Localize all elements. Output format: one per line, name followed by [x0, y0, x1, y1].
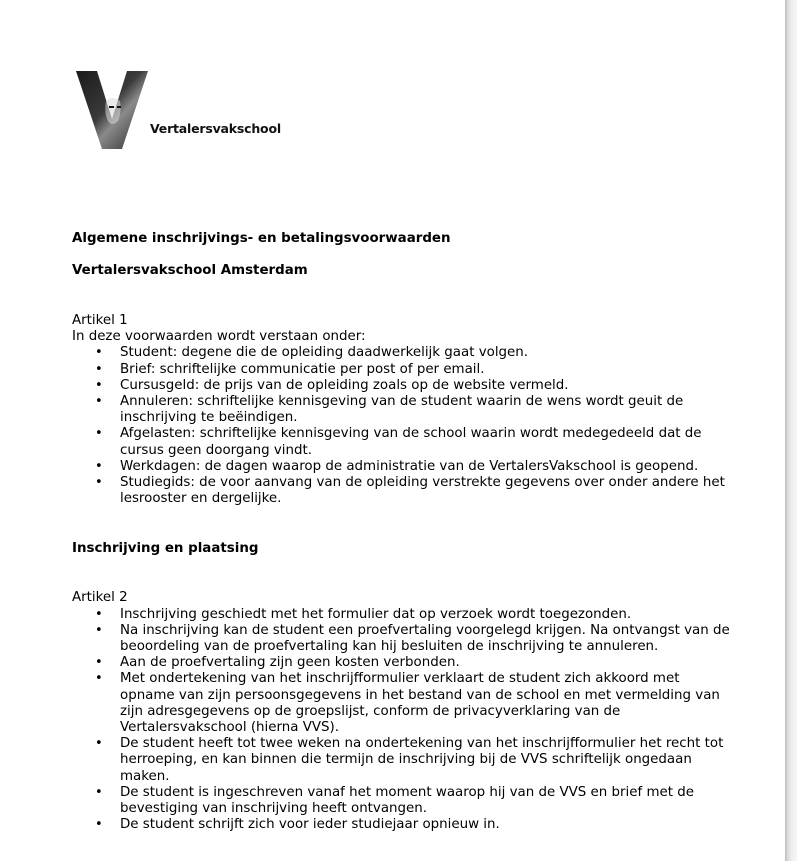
article-2-list: [72, 607, 732, 834]
list-item: • De student schrijft zich voor ieder studiejaar opnieuw in.: [120, 817, 732, 833]
document-title: Algemene inschrijvings- en betalingsvoorwaarden: [72, 231, 451, 246]
document-subtitle: Vertalersvakschool Amsterdam: [72, 263, 308, 278]
list-item: • Cursusgeld: de prijs van de opleiding zoals op de website vermeld.: [120, 378, 732, 394]
list-item: • Annuleren: schriftelijke kennisgeving van de student waarin de wens wordt geuit de inschrijving te beëindigen.: [120, 394, 732, 426]
article-1-intro: In deze voorwaarden wordt verstaan onder:: [72, 329, 366, 345]
article-2-label: Artikel 2: [72, 590, 128, 606]
list-item: • Brief: schriftelijke communicatie per post of per email.: [120, 362, 732, 378]
list-item: • Studiegids: de voor aanvang van de opleiding verstrekte gegevens over onder andere het lesrooster en dergelijke.: [120, 475, 732, 507]
section-heading-inschrijving: Inschrijving en plaatsing: [72, 541, 259, 557]
list-item: • Na inschrijving kan de student een proefvertaling voorgelegd krijgen. Na ontvangst van de beoordeling van de proefvertaling kan hij besluiten de inschrijving te annuleren.: [120, 623, 732, 655]
list-item: • Inschrijving geschiedt met het formulier dat op verzoek wordt toegezonden.: [120, 607, 732, 623]
list-item: • Aan de proefvertaling zijn geen kosten verbonden.: [120, 655, 732, 671]
list-item: • Werkdagen: de dagen waarop de administratie van de VertalersVakschool is geopend.: [120, 459, 732, 475]
list-item: • Met ondertekening van het inschrijfformulier verklaart de student zich akkoord met opname van zijn persoonsgegevens in het bestand van de school en met vermelding van zijn adresgegevens op de groepslijst, conform de privacyverklaring van de Vertalersvakschool (hierna VVS).: [120, 671, 732, 736]
list-item: • De student heeft tot twee weken na ondertekening van het inschrijfformulier het recht tot herroeping, en kan binnen die termijn de inschrijving bij de VVS schriftelijk ongedaan maken.: [120, 736, 732, 785]
list-item: • Afgelasten: schriftelijke kennisgeving van de school waarin wordt medegedeeld dat de cursus geen doorgang vindt.: [120, 426, 732, 458]
article-1-label: Artikel 1: [72, 313, 128, 328]
v-logo-mark-icon: [76, 71, 148, 151]
vertalersvakschool-logo: [76, 71, 286, 151]
list-item: • De student is ingeschreven vanaf het moment waarop hij van de VVS en brief met de bevestiging van inschrijving heeft ontvangen.: [120, 785, 732, 817]
document-body: [72, 231, 732, 833]
list-item: • Student: degene die de opleiding daadwerkelijk gaat volgen.: [120, 345, 732, 361]
logo-wordmark: Vertalersvakschool: [150, 121, 281, 136]
article-1-list: [72, 345, 732, 507]
page-edge-shadow: [785, 0, 797, 861]
